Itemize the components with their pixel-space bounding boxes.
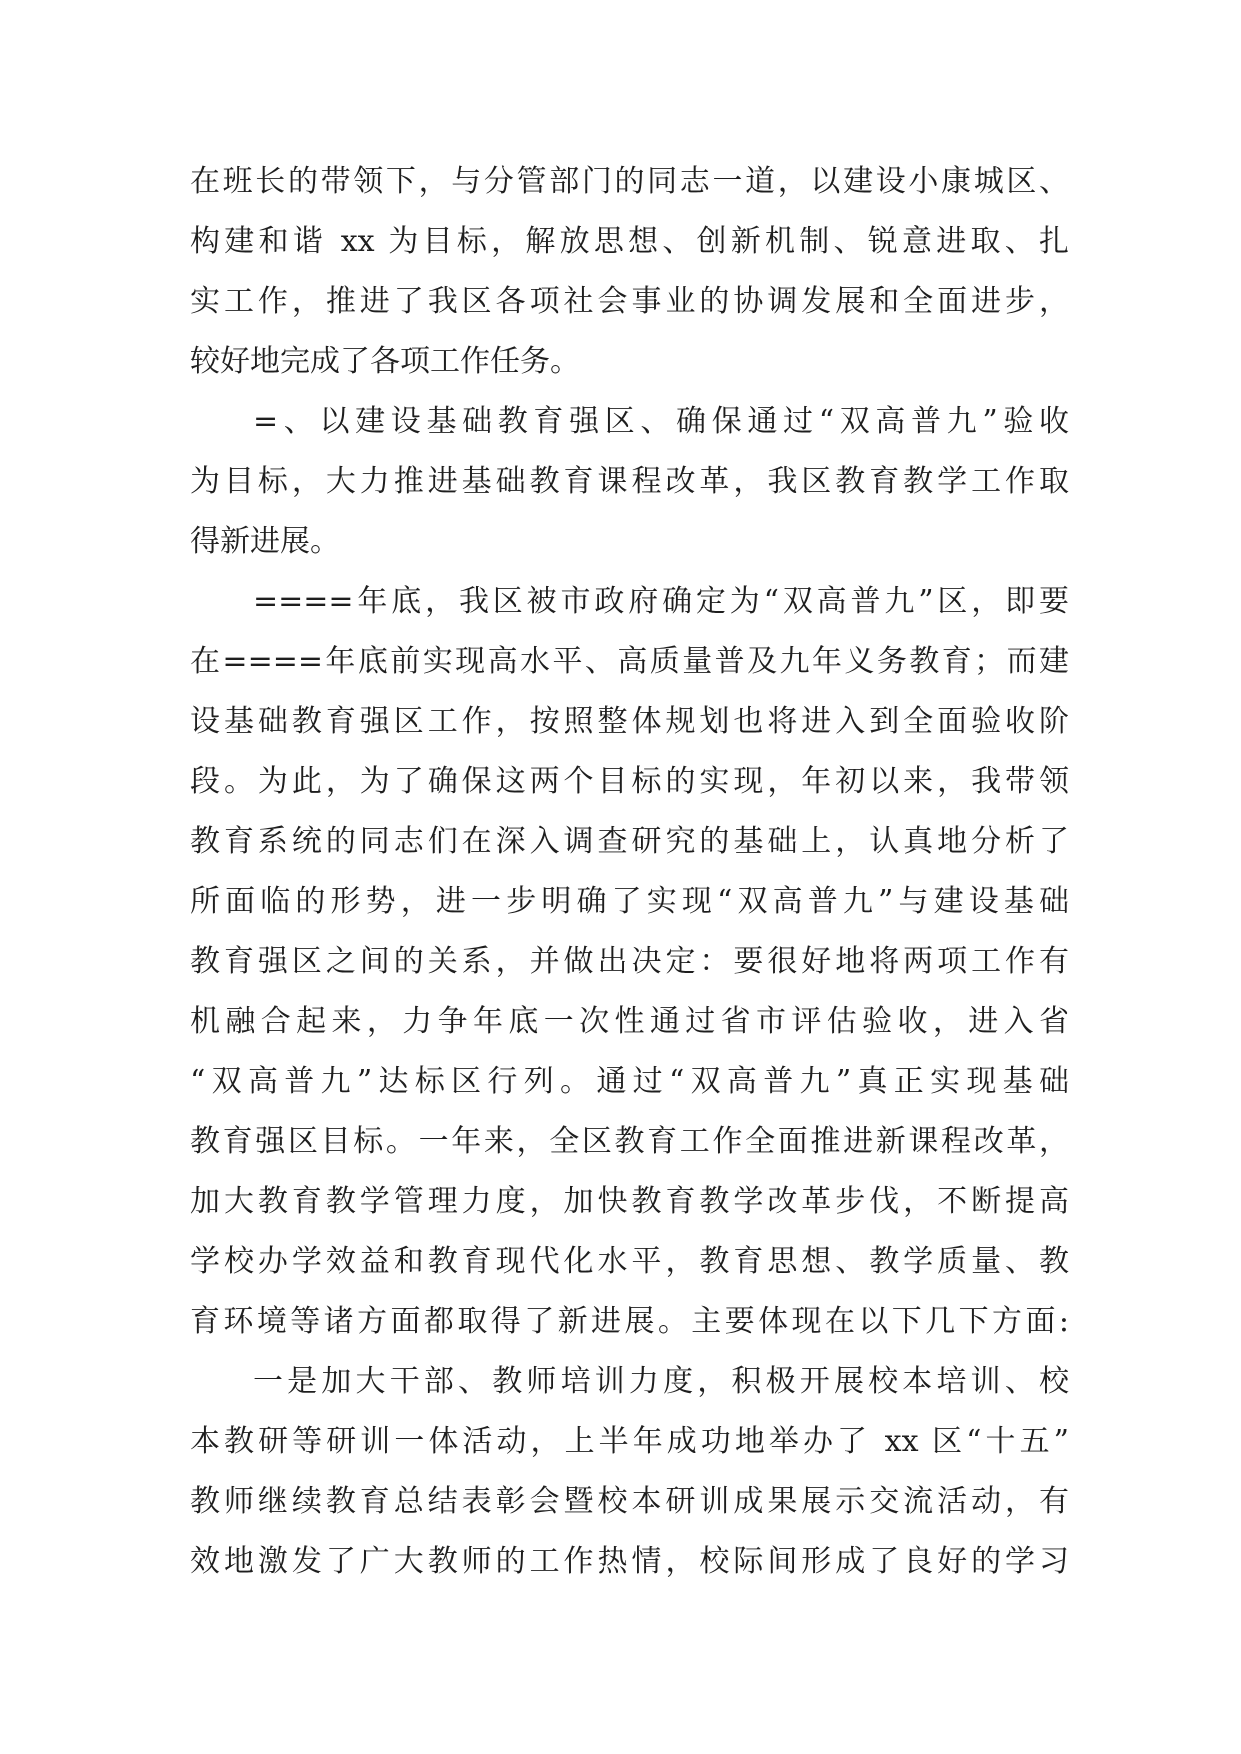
text-line: 本教研等研训一体活动，上半年成功地举办了 xx 区“十五” — [190, 1424, 1069, 1459]
text-line: ====年底，我区被市政府确定为“双高普九”区，即要 — [253, 584, 1069, 619]
text-line: 效地激发了广大教师的工作热情，校际间形成了良好的学习 — [190, 1544, 1069, 1579]
body-text — [190, 152, 1069, 1592]
paragraph-4 — [190, 1352, 1069, 1592]
text-line: 学校办学效益和教育现代化水平，教育思想、教学质量、教 — [190, 1244, 1069, 1279]
text-line: 教师继续教育总结表彰会暨校本研训成果展示交流活动，有 — [190, 1484, 1069, 1519]
text-line: 构建和谐 xx 为目标，解放思想、创新机制、锐意进取、扎 — [190, 224, 1069, 259]
paragraph-3 — [190, 572, 1069, 1352]
text-line: “双高普九”达标区行列。通过“双高普九”真正实现基础 — [190, 1064, 1069, 1099]
text-line: 所面临的形势，进一步明确了实现“双高普九”与建设基础 — [190, 884, 1069, 919]
text-line: 为目标，大力推进基础教育课程改革，我区教育教学工作取 — [190, 464, 1069, 499]
text-line: 教育强区目标。一年来，全区教育工作全面推进新课程改革， — [190, 1124, 1069, 1159]
text-line: 设基础教育强区工作，按照整体规划也将进入到全面验收阶 — [190, 704, 1069, 739]
text-line: 实工作，推进了我区各项社会事业的协调发展和全面进步， — [190, 284, 1069, 319]
text-line: 教育系统的同志们在深入调查研究的基础上，认真地分析了 — [190, 824, 1069, 859]
text-line: 育环境等诸方面都取得了新进展。主要体现在以下几下方面: — [190, 1304, 1069, 1339]
text-line: =、以建设基础教育强区、确保通过“双高普九”验收 — [253, 404, 1069, 439]
text-line: 机融合起来，力争年底一次性通过省市评估验收，进入省 — [190, 1004, 1069, 1039]
text-line: 加大教育教学管理力度，加快教育教学改革步伐，不断提高 — [190, 1184, 1069, 1219]
paragraph-1 — [190, 152, 1069, 392]
text-line: 在====年底前实现高水平、高质量普及九年义务教育；而建 — [190, 644, 1069, 679]
text-line: 得新进展。 — [190, 524, 340, 559]
text-line: 在班长的带领下，与分管部门的同志一道，以建设小康城区、 — [190, 164, 1069, 199]
text-line: 教育强区之间的关系，并做出决定：要很好地将两项工作有 — [190, 944, 1069, 979]
text-line: 段。为此，为了确保这两个目标的实现，年初以来，我带领 — [190, 764, 1069, 799]
text-line: 一是加大干部、教师培训力度，积极开展校本培训、校 — [253, 1364, 1069, 1399]
text-line: 较好地完成了各项工作任务。 — [190, 344, 580, 379]
paragraph-2 — [190, 392, 1069, 572]
